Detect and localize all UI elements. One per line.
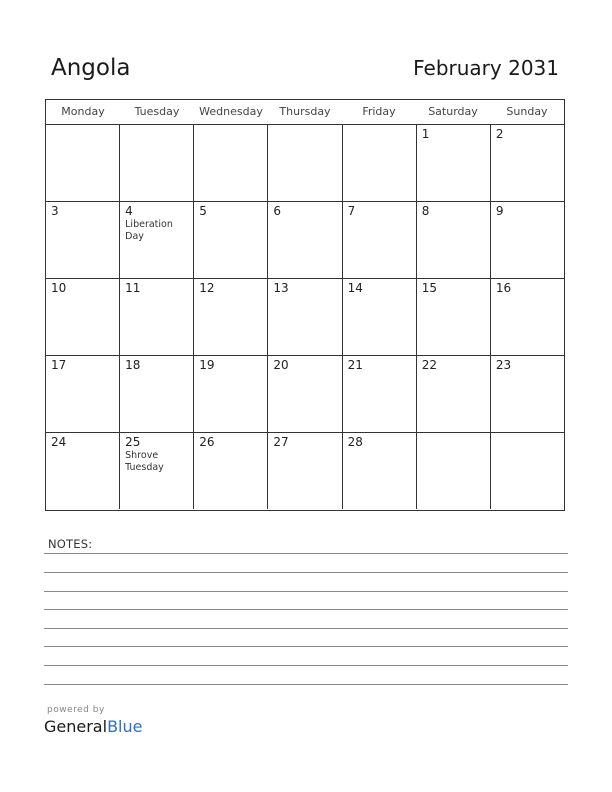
- day-cell: [46, 202, 120, 278]
- brand-blue: Blue: [107, 717, 143, 736]
- week-row-4: [46, 356, 564, 433]
- notes-line: [44, 665, 568, 666]
- notes-line: [44, 609, 568, 610]
- notes-line: [44, 553, 568, 554]
- day-cell: [120, 202, 194, 278]
- month-title: February 2031: [413, 56, 559, 80]
- day-cell: [46, 279, 120, 355]
- day-cell: [120, 125, 194, 201]
- weekday-header-row: [46, 100, 564, 125]
- day-cell: [417, 279, 491, 355]
- day-cell: [194, 433, 268, 509]
- day-number: 2: [495, 127, 504, 141]
- holiday-label: Shrove Tuesday: [125, 450, 164, 473]
- day-number: 15: [421, 281, 437, 295]
- day-number: 16: [495, 281, 512, 295]
- day-cell: [491, 433, 564, 509]
- day-cell: [343, 125, 417, 201]
- weekday-wednesday: Wednesday: [199, 105, 263, 118]
- day-number: 8: [421, 204, 430, 218]
- day-cell: [491, 202, 564, 278]
- day-cell: [491, 279, 564, 355]
- day-cell: [417, 356, 491, 432]
- weekday-monday: Monday: [61, 105, 105, 118]
- day-number: 25: [125, 435, 141, 449]
- day-number: 27: [273, 435, 289, 449]
- powered-by-text: powered by: [47, 705, 105, 715]
- day-number: 21: [347, 358, 363, 372]
- day-number: 23: [495, 358, 512, 372]
- day-number: 28: [347, 435, 363, 449]
- day-cell: [343, 202, 417, 278]
- notes-line: [44, 572, 568, 573]
- country-title: Angola: [51, 55, 131, 81]
- day-number: 17: [51, 358, 67, 372]
- day-cell: [120, 279, 194, 355]
- day-number: 14: [347, 281, 363, 295]
- notes-line: [44, 591, 568, 592]
- day-number: 24: [51, 435, 67, 449]
- day-number: 13: [273, 281, 289, 295]
- weekday-saturday: Saturday: [428, 105, 478, 118]
- day-cell: [194, 125, 268, 201]
- week-row-5: [46, 433, 564, 509]
- day-cell: [120, 433, 194, 509]
- day-number: 22: [421, 358, 437, 372]
- day-cell: [194, 279, 268, 355]
- day-cell: [417, 202, 491, 278]
- day-cell: [343, 433, 417, 509]
- weekday-friday: Friday: [362, 105, 396, 118]
- week-row-2: [46, 202, 564, 279]
- day-number: 19: [199, 358, 215, 372]
- day-cell: [46, 125, 120, 201]
- weekday-tuesday: Tuesday: [134, 105, 180, 118]
- day-number: 4: [125, 204, 133, 218]
- day-cell: [268, 356, 342, 432]
- day-cell: [194, 202, 268, 278]
- day-cell: [46, 356, 120, 432]
- day-cell: [268, 125, 342, 201]
- day-cell: [194, 356, 268, 432]
- day-number: 5: [199, 204, 207, 218]
- day-number: 3: [51, 204, 59, 218]
- weekday-sunday: Sunday: [506, 105, 548, 118]
- day-number: 1: [421, 127, 430, 141]
- day-number: 9: [495, 204, 504, 218]
- weekday-thursday: Thursday: [279, 105, 331, 118]
- day-cell: [268, 202, 342, 278]
- calendar-grid: [45, 99, 565, 511]
- day-number: 7: [347, 204, 356, 218]
- day-cell: [417, 433, 491, 509]
- generalblue-logo: [44, 717, 142, 736]
- holiday-label: Liberation Day: [125, 219, 173, 242]
- day-number: 26: [199, 435, 215, 449]
- day-cell: [491, 356, 564, 432]
- day-cell: [417, 125, 491, 201]
- notes-line: [44, 646, 568, 647]
- day-number: 6: [273, 204, 282, 218]
- day-cell: [268, 279, 342, 355]
- brand-general: General: [44, 717, 108, 736]
- day-number: 18: [125, 358, 141, 372]
- notes-label: NOTES:: [48, 537, 93, 551]
- week-row-3: [46, 279, 564, 356]
- day-cell: [46, 433, 120, 509]
- day-number: 20: [273, 358, 289, 372]
- notes-line: [44, 628, 568, 629]
- day-number: 10: [51, 281, 67, 295]
- day-cell: [268, 433, 342, 509]
- day-number: 11: [125, 281, 141, 295]
- day-cell: [120, 356, 194, 432]
- day-cell: [343, 356, 417, 432]
- week-row-1: [46, 125, 564, 202]
- day-number: 12: [199, 281, 215, 295]
- day-cell: [491, 125, 564, 201]
- day-cell: [343, 279, 417, 355]
- notes-line: [44, 684, 568, 685]
